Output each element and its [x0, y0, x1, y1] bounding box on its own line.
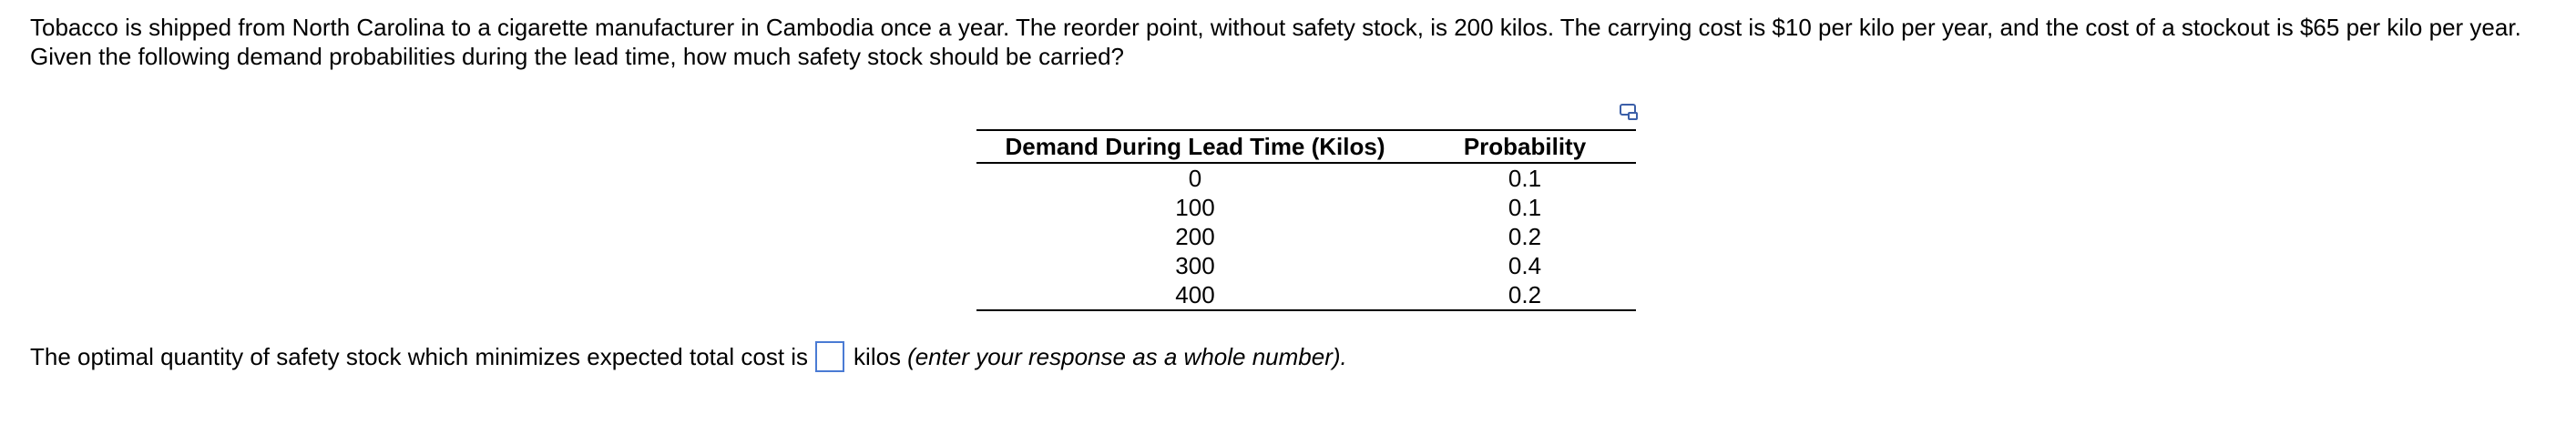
- probability-cell: 0.2: [1508, 223, 1542, 250]
- demand-cell: 400: [1175, 281, 1215, 308]
- safety-stock-input[interactable]: [815, 341, 844, 372]
- probability-cell: 0.2: [1508, 281, 1542, 308]
- demand-probability-table: [976, 129, 1636, 311]
- answer-hint: (enter your response as a whole number).: [907, 343, 1347, 370]
- table-row: [976, 193, 1636, 222]
- demand-cell: 0: [1188, 165, 1202, 192]
- table-row: [976, 222, 1636, 251]
- answer-line: [30, 340, 1347, 373]
- demand-cell: 200: [1175, 223, 1215, 250]
- header-demand: Demand During Lead Time (Kilos): [1005, 133, 1385, 160]
- table-row: [976, 163, 1636, 193]
- table-row: [976, 251, 1636, 280]
- probability-cell: 0.4: [1508, 252, 1542, 279]
- answer-prefix: The optimal quantity of safety stock which minimizes expected total cost is: [30, 343, 809, 370]
- demand-cell: 100: [1175, 194, 1215, 221]
- question-text: [30, 13, 2553, 71]
- table-row: [976, 280, 1636, 310]
- header-probability: Probability: [1463, 133, 1587, 160]
- copy-table-icon[interactable]: [1620, 102, 1640, 122]
- question-line-2: Given the following demand probabilities during the lead time, how much safety stock should be carried?: [30, 43, 1125, 70]
- probability-cell: 0.1: [1508, 194, 1542, 221]
- question-line-1: Tobacco is shipped from North Carolina to a cigarette manufacturer in Cambodia once a year. The reorder point, without safety stock, is 200 kilos. The carrying cost is $10 per kilo per year, and the cost of a stockout is $65 per kilo per year.: [30, 14, 2521, 41]
- answer-suffix: kilos: [854, 343, 902, 370]
- probability-cell: 0.1: [1508, 165, 1542, 192]
- table-header-row: [976, 130, 1636, 163]
- demand-cell: 300: [1175, 252, 1215, 279]
